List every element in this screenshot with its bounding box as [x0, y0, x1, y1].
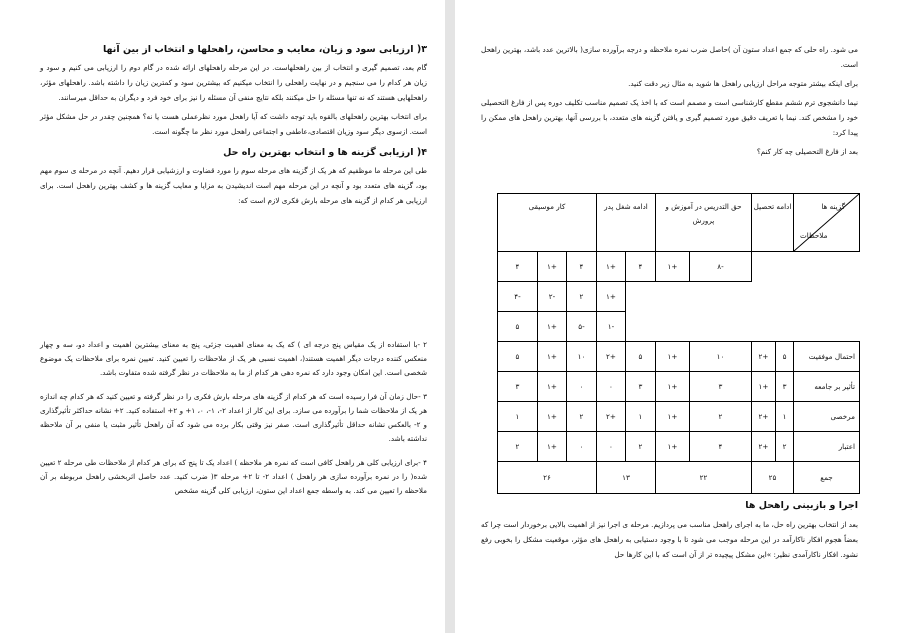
table-cell: ۰ [566, 372, 596, 402]
right-paragraph-5: بعد از انتخاب بهترین راه حل، ما به اجرای راهحل مناسب می پردازیم. مرحله ی اجرا نیز از اهمیت بالایی برخوردار است چرا که بعضاً هجوم افکار ناکارآمد در این مرحله موجب می شود تا با وجود دستیابی به راهحل های مؤثر، موقعیت مشکل را بخوبی رفع نشود. افکار ناکارآمدی نظیر: »این مشکل پیچیده تر از آن است که با این کارها حل [481, 520, 858, 559]
table-pre-row-label [794, 252, 860, 282]
table-cell: +۱ [537, 402, 566, 432]
table-row [497, 372, 859, 402]
table-cell: -۴ [497, 282, 537, 312]
table-cell: ۰ [596, 432, 625, 462]
table-cell: ۴ [625, 252, 655, 282]
table-corner-cell [794, 194, 860, 252]
table-cell: ۳ [497, 372, 537, 402]
table-cell: +۱ [596, 252, 625, 282]
table-cell [776, 282, 794, 312]
table-cell: ۳ [776, 372, 794, 402]
table-cell: ۱ [497, 402, 537, 432]
table-cell: ۵ [497, 342, 537, 372]
table-cell: ۲ [625, 432, 655, 462]
table-cell: ۲ [566, 282, 596, 312]
table-cell: +۱ [596, 282, 625, 312]
table-cell: ۱ [625, 402, 655, 432]
table-row [497, 342, 859, 372]
table-cell: -۵ [566, 312, 596, 342]
table-cell: ۰ [596, 372, 625, 402]
table-total-cell: ۲۶ [497, 462, 596, 494]
table-cell: ۱۰ [689, 342, 751, 372]
table-cell [776, 312, 794, 342]
table-cell: ۴ [497, 252, 537, 282]
table-cell: ۳ [689, 372, 751, 402]
table-cell [655, 282, 689, 312]
list-item-3: ۳ -حال زمان آن فرا رسیده است که هر کدام از گزینه های مرحله بارش فکری را در نظر گرفته و تعیین کنید که هر کدام چه اندازه هر یک از ملاحظات شما را برآورده می سازد. برای این کار از اعداد ۲-، ۱-، ۰، ۱+ و ۲+ استفاده کنید. ۲+ نشانه حداکثر تأثیرگذاری و ۲- بالعکس نشانه حداقل تأثیرگذاری است. صفر نیز وقتی بکار برده می شود که آن راهحل تأثیر مثبت یا منفی بر آن ملاحظه نداشته باشد. [40, 392, 427, 443]
page-gutter [445, 0, 455, 633]
table-cell: +۱ [537, 252, 566, 282]
table-cell [625, 282, 655, 312]
right-paragraph-4: بعد از فارغ التحصیلی چه کار کنم؟ [756, 147, 858, 156]
left-page-bottom-text [40, 338, 427, 502]
right-paragraph-1: می شود. راه حلی که جمع اعداد ستون آن )حاصل ضرب نمره ملاحظه و درجه برآورده سازی( بالاترین عدد باشد، بهترین راهحل است. [481, 45, 858, 69]
section-3-paragraph-1: گام بعد، تصمیم گیری و انتخاب از بین راهحلهاست. در این مرحله راهحلهای ارائه شده در گام دوم را ارزیابی می کنیم و سود و زیان هر کدام را می سنجیم و در نهایت راهحلی را انتخاب میکنیم که بیشترین سود و کمترین زیان را داشته باشد. راهحلهای مؤثر، راهحلهایی هستند که نه تنها مسئله را حل میکنند بلکه نتایج منفی آن مسئله را نیز برای خود فرد و دیگران به حداقل میرسانند. [40, 63, 427, 102]
table-cell [751, 282, 775, 312]
table-cell: ۲ [776, 432, 794, 462]
table-cell: +۱ [751, 372, 775, 402]
table-cell [689, 312, 751, 342]
corner-label-options: گزینه ها [821, 202, 845, 211]
table-cell: ۵ [776, 342, 794, 372]
table-cell: -۱ [596, 312, 625, 342]
column-header-3: ادامه شغل پدر [596, 194, 655, 252]
table-cell: +۱ [537, 312, 566, 342]
table-total-cell: ۱۳ [596, 462, 655, 494]
table-cell: +۱ [655, 372, 689, 402]
left-page-top-text [40, 44, 427, 212]
table-cell: +۲ [751, 402, 775, 432]
table-row-label: مرخصی [794, 402, 860, 432]
right-page [455, 0, 900, 633]
table-cell: +۱ [537, 342, 566, 372]
table-total-label: جمع [794, 462, 860, 494]
table-total-cell: ۲۵ [751, 462, 793, 494]
section-4-paragraph-1: طی این مرحله ما موظفیم که هر یک از گزینه های مرحله سوم را مورد قضاوت و ارزشیابی قرار دهیم. آنچه در مرحله ی سوم مهم بود، گزینه های متعدد بود و آنچه در این مرحله مهم است اندیشیدن به مزایا و معایب گزینه ها و کشف بهترین راهحل است. برای ارزیابی هر کدام از گزینه های مرحله بارش فکری لازم است که: [40, 166, 427, 205]
table-cell: +۱ [655, 432, 689, 462]
table-cell: ۴ [566, 252, 596, 282]
table-cell: +۱ [537, 372, 566, 402]
table-cell: +۱ [655, 252, 689, 282]
table-cell [776, 252, 794, 282]
section-3-paragraph-2: برای انتخاب بهترین راهحلهای بالقوه باید توجه داشت که آیا راهحل مورد نظرعملی هست یا نه؟ همچنین چقدر در حل مشکل مؤثر است. ازسوی دیگر سود وزیان اقتصادی،عاطفی و اجتماعی راهحل مورد نظر ما چگونه است. [40, 112, 427, 136]
table-pre-row [497, 282, 859, 312]
table-cell: +۲ [596, 402, 625, 432]
table-cell: ۴ [689, 432, 751, 462]
table-pre-row-label [794, 312, 860, 342]
table-cell: ۰ [566, 432, 596, 462]
table-cell [751, 252, 775, 282]
evaluation-table-wrap [498, 193, 860, 494]
table-cell: +۲ [751, 342, 775, 372]
table-cell [751, 312, 775, 342]
table-total-cell: ۲۲ [655, 462, 751, 494]
evaluation-table [497, 193, 860, 494]
table-pre-row [497, 312, 859, 342]
table-cell: ۳ [625, 372, 655, 402]
table-cell: +۱ [655, 342, 689, 372]
list-item-4: ۴ -برای ارزیابی کلی هر راهحل کافی است که نمره هر ملاحظه ) اعداد یک تا پنج که برای هر کدام از ملاحظات طی مرحله ۲ تعیین شده( را در نمره برآورده سازی هر راهحل ) اعداد ۲- تا ۲+ مرحله ۳( ضرب کنید. عدد حاصل اثربخشی راهحل مربوطه بر آن ملاحظه را تعیین می کند. به واسطه جمع اعداد این ستون، ارزیابی کلی گزینه مشخص [40, 458, 428, 495]
table-row-label: احتمال موفقیت [794, 342, 860, 372]
table-cell: ۵ [625, 342, 655, 372]
section-3-title: ۳( ارزیابی سود و زیان، معایب و محاسن، راهحلها و انتخاب از بین آنها [102, 44, 427, 55]
table-cell [655, 312, 689, 342]
right-paragraph-3: نیما دانشجوی ترم ششم مقطع کارشناسی است و مصمم است که با اخذ یک تصمیم مناسب تکلیف دوره پس از فارغ التحصیلی خود را مشخص کند. نیما با تعریف دقیق مورد تصمیم گیری و یافتن گزینه های متعدد، با بررسی آنها، بهترین راهحل های ممکن را پیدا کرد: [481, 98, 858, 137]
table-cell: ۱۰ [566, 342, 596, 372]
table-cell: ۲ [497, 432, 537, 462]
table-cell [689, 282, 751, 312]
table-cell: ۲ [689, 402, 751, 432]
table-cell: ۱ [776, 402, 794, 432]
table-cell: +۱ [655, 402, 689, 432]
right-page-bottom-text [481, 500, 858, 566]
table-cell: -۲ [537, 282, 566, 312]
table-pre-row [497, 252, 859, 282]
table-header-row [497, 194, 859, 252]
table-cell: ۲ [566, 402, 596, 432]
implementation-section-title: اجرا و بازبینی راهحل ها [745, 500, 858, 511]
table-pre-row-label [794, 282, 860, 312]
table-cell [625, 312, 655, 342]
table-row-label: تأثیر بر جامعه [794, 372, 860, 402]
table-cell: +۱ [537, 432, 566, 462]
column-header-4: کار موسیقی [497, 194, 596, 252]
table-cell: +۲ [596, 342, 625, 372]
corner-label-considerations: ملاحظات [800, 231, 828, 240]
table-total-row [497, 462, 859, 494]
column-header-2: حق التدریس در آموزش و پرورش [655, 194, 751, 252]
list-item-2: ۲ -با استفاده از یک مقیاس پنج درجه ای ) که یک به معنای اهمیت جزئی، پنج به معنای بیشترین اهمیت و اعداد دو، سه و چهار منعکس کننده درجات دیگر اهمیت هستند(، اهمیت نسبی هر یک از ملاحظات را تعیین کنید. تعیین نمره برای ملاحظات یک موضوع شخصی است. این امکان وجود دارد که نمره دهی هر کدام از ما به ملاحظات در نظر گرفته شده متفاوت باشد. [40, 340, 427, 377]
section-4-title: ۴( ارزیابی گزینه ها و انتخاب بهترین راه حل [223, 147, 427, 158]
right-page-top-text [481, 42, 858, 163]
left-page [0, 0, 445, 633]
table-row [497, 402, 859, 432]
table-cell: +۲ [751, 432, 775, 462]
table-row-label: اعتبار [794, 432, 860, 462]
right-paragraph-2: برای اینکه بیشتر متوجه مراحل ارزیابی راهحل ها شوید به مثال زیر دقت کنید. [628, 79, 858, 88]
table-cell: ۵ [497, 312, 537, 342]
table-cell: -۸ [689, 252, 751, 282]
table-row [497, 432, 859, 462]
column-header-1: ادامه تحصیل [751, 194, 793, 252]
